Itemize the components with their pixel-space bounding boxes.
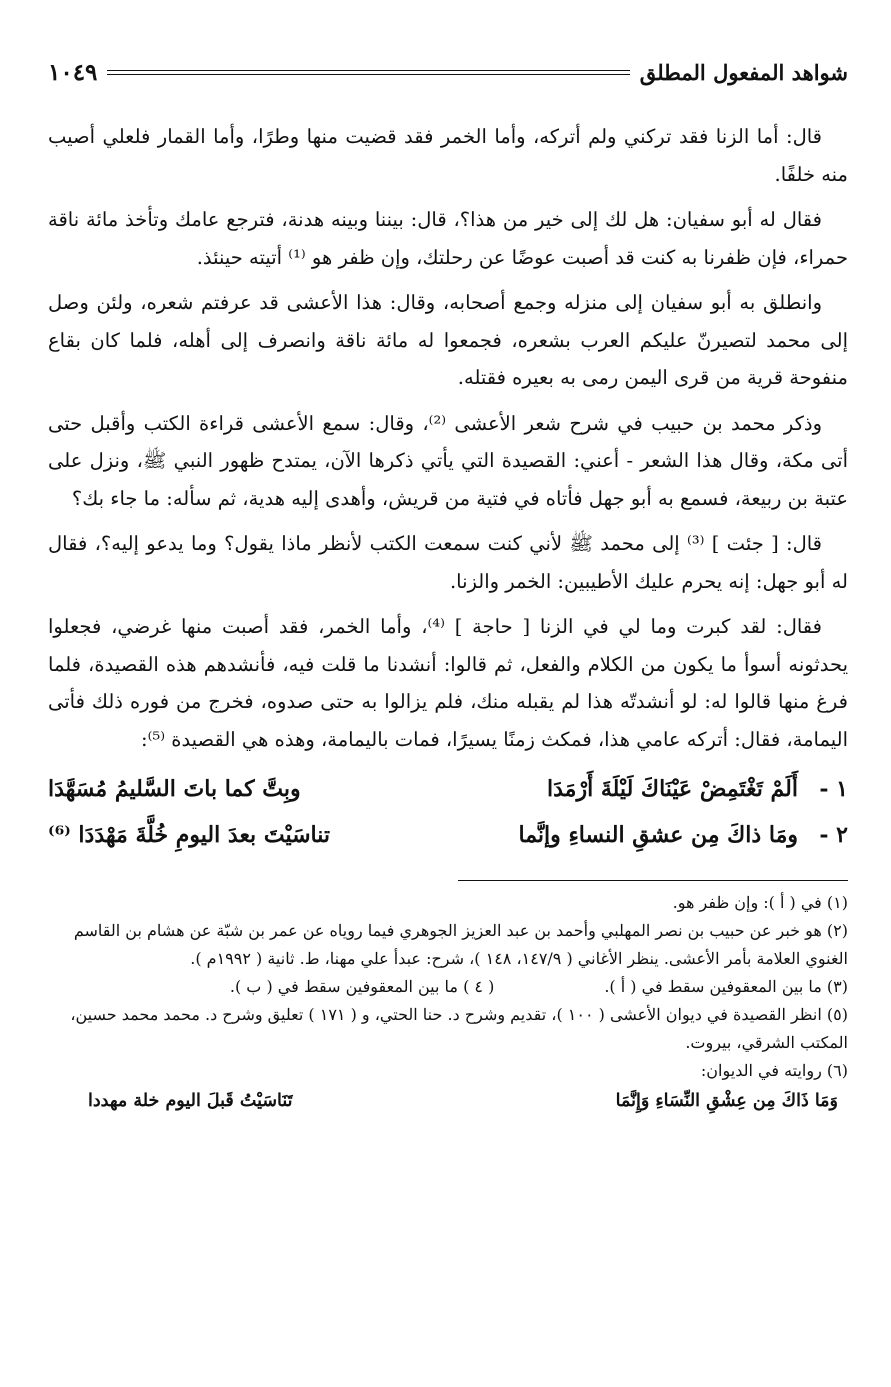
footnote-rule — [458, 880, 848, 881]
poem-verses — [48, 766, 848, 858]
paragraph: فقال: لقد كبرت وما لي في الزنا [ حاجة ] ⁽⁴⁾، وأما الخمر، فقد أصبت منها غرضي، فجعلوا يحدثونه أسوأ ما يكون من الكلام والفعل، ثم قالوا: أنشدنا ما قلت فيه، فأنشدهم هذه القصيدة، فلما فرغ منها قالوا له: لو أنشدتّه هذا لم يقبله منك، فلم يزالوا به حتى صدوه، فخرج من فوره ذلك فأتى اليمامة، فقال: أتركه عامي هذا، فمكث زمنًا يسيرًا، فمات باليمامة، وهذه هي القصيدة ⁽⁵⁾: — [48, 615, 848, 751]
verse-number: ٢ - — [819, 822, 848, 848]
chapter-title: شواهد المفعول المطلق — [639, 59, 848, 85]
running-header — [48, 52, 848, 92]
footnote-4: ( ٤ ) ما بين المعقوفين سقط في ( ب ). — [229, 977, 495, 996]
page-number: ١٠٤٩ — [48, 58, 98, 86]
footnote-2: (٢) هو خبر عن حبيب بن نصر المهلبي وأحمد بن عبد العزيز الجوهري فيما روياه عن عمر بن شبّة عن هشام بن القاسم الغنوي العلامة بأمر الأعشى. ينظر الأغاني ( ١٤٧/٩، ١٤٨ )، شرح: عبدأ علي مهنا، ط. ثانية ( ١٩٩٢م ). — [73, 921, 848, 968]
footnote-verse-first: وَمَا ذَاكَ مِن عِشْقِ النِّسَاءِ وَإِنَّمَا — [615, 1091, 838, 1111]
paragraph: قال: أما الزنا فقد تركني ولم أتركه، وأما الخمر فقد قضيت منها وطرًا، وأما القمار فلعلي أصيب منه خلفًا. — [48, 125, 848, 186]
verse-line — [48, 766, 848, 812]
verse-second-hemistich: تناسَيْتَ بعدَ اليومِ خُلَّةَ مَهْدَدَا ⁽⁶⁾ — [48, 822, 330, 848]
footnote-6: (٦) روايته في الديوان: — [700, 1061, 848, 1080]
paragraph: وانطلق به أبو سفيان إلى منزله وجمع أصحابه، وقال: هذا الأعشى قد عرفتم شعره، ولئن وصل إلى محمد لتصيرنّ عليكم العرب بشعره، فجمعوا له مائة ناقة وانصرف إلى أهله، فلما كان بقاع منفوحة قرية من قرى اليمن رمى به بعيره فقتله. — [48, 291, 848, 389]
footnote-1: (١) في ( أ ): وإن ظفر هو. — [672, 893, 848, 912]
paragraph: فقال له أبو سفيان: هل لك إلى خير من هذا؟، قال: بيننا وبينه هدنة، فترجع عامك وتأخذ مائة ناقة حمراء، فإن ظفرنا به كنت قد أصبت عوضًا عن رحلتك، وإن ظفر هو ⁽¹⁾ أتيته حينئذ. — [48, 208, 848, 269]
verse-first-hemistich: ومَا ذاكَ مِن عشقِ النساءِ وإنَّما — [518, 822, 798, 848]
footnotes — [48, 889, 848, 1115]
footnote-verse-second: تَنَاسَيْتُ قَبلَ اليوم خلة مهددا — [88, 1091, 293, 1111]
paragraph: قال: [ جئت ] ⁽³⁾ إلى محمد ﷺ لأني كنت سمعت الكتب لأنظر ماذا يقول؟ وما يدعو إليه؟، فقال له أبو جهل: إنه يحرم عليك الأطيبين: الخمر والزنا. — [48, 532, 848, 593]
footnote-verse — [48, 1087, 848, 1115]
verse-second-hemistich: وبِتَّ كما باتَ السَّليمُ مُسَهَّدَا — [48, 776, 301, 802]
footnote-3: (٣) ما بين المعقوفين سقط في ( أ ). — [604, 977, 848, 996]
main-text — [48, 118, 848, 758]
book-page — [48, 52, 848, 1372]
header-rule — [107, 70, 629, 75]
footnote-5: (٥) انظر القصيدة في ديوان الأعشى ( ١٠٠ )، تقديم وشرح د. حنا الحتي، و ( ١٧١ ) تعليق وشرح د. محمد محمد حسين، المكتب الشرقي، بيروت. — [70, 1005, 848, 1052]
footnote-row — [48, 973, 848, 1001]
verse-line — [48, 812, 848, 858]
verse-number: ١ - — [819, 776, 848, 802]
paragraph: وذكر محمد بن حبيب في شرح شعر الأعشى ⁽²⁾، وقال: سمع الأعشى قراءة الكتب وأقبل حتى أتى مكة، وقال هذا الشعر - أعني: القصيدة التي يأتي ذكرها الآن، يمتدح ظهور النبي ﷺ، ونزل على عتبة بن ربيعة، فسمع به أبو جهل فأتاه في فتية من قريش، وأهدى إليه هدية، ثم سأله: ما جاء بك؟ — [48, 411, 848, 510]
verse-first-hemistich: أَلَمْ تَغْتَمِضْ عَيْنَاكَ لَيْلَةَ أَرْمَدَا — [547, 776, 798, 802]
